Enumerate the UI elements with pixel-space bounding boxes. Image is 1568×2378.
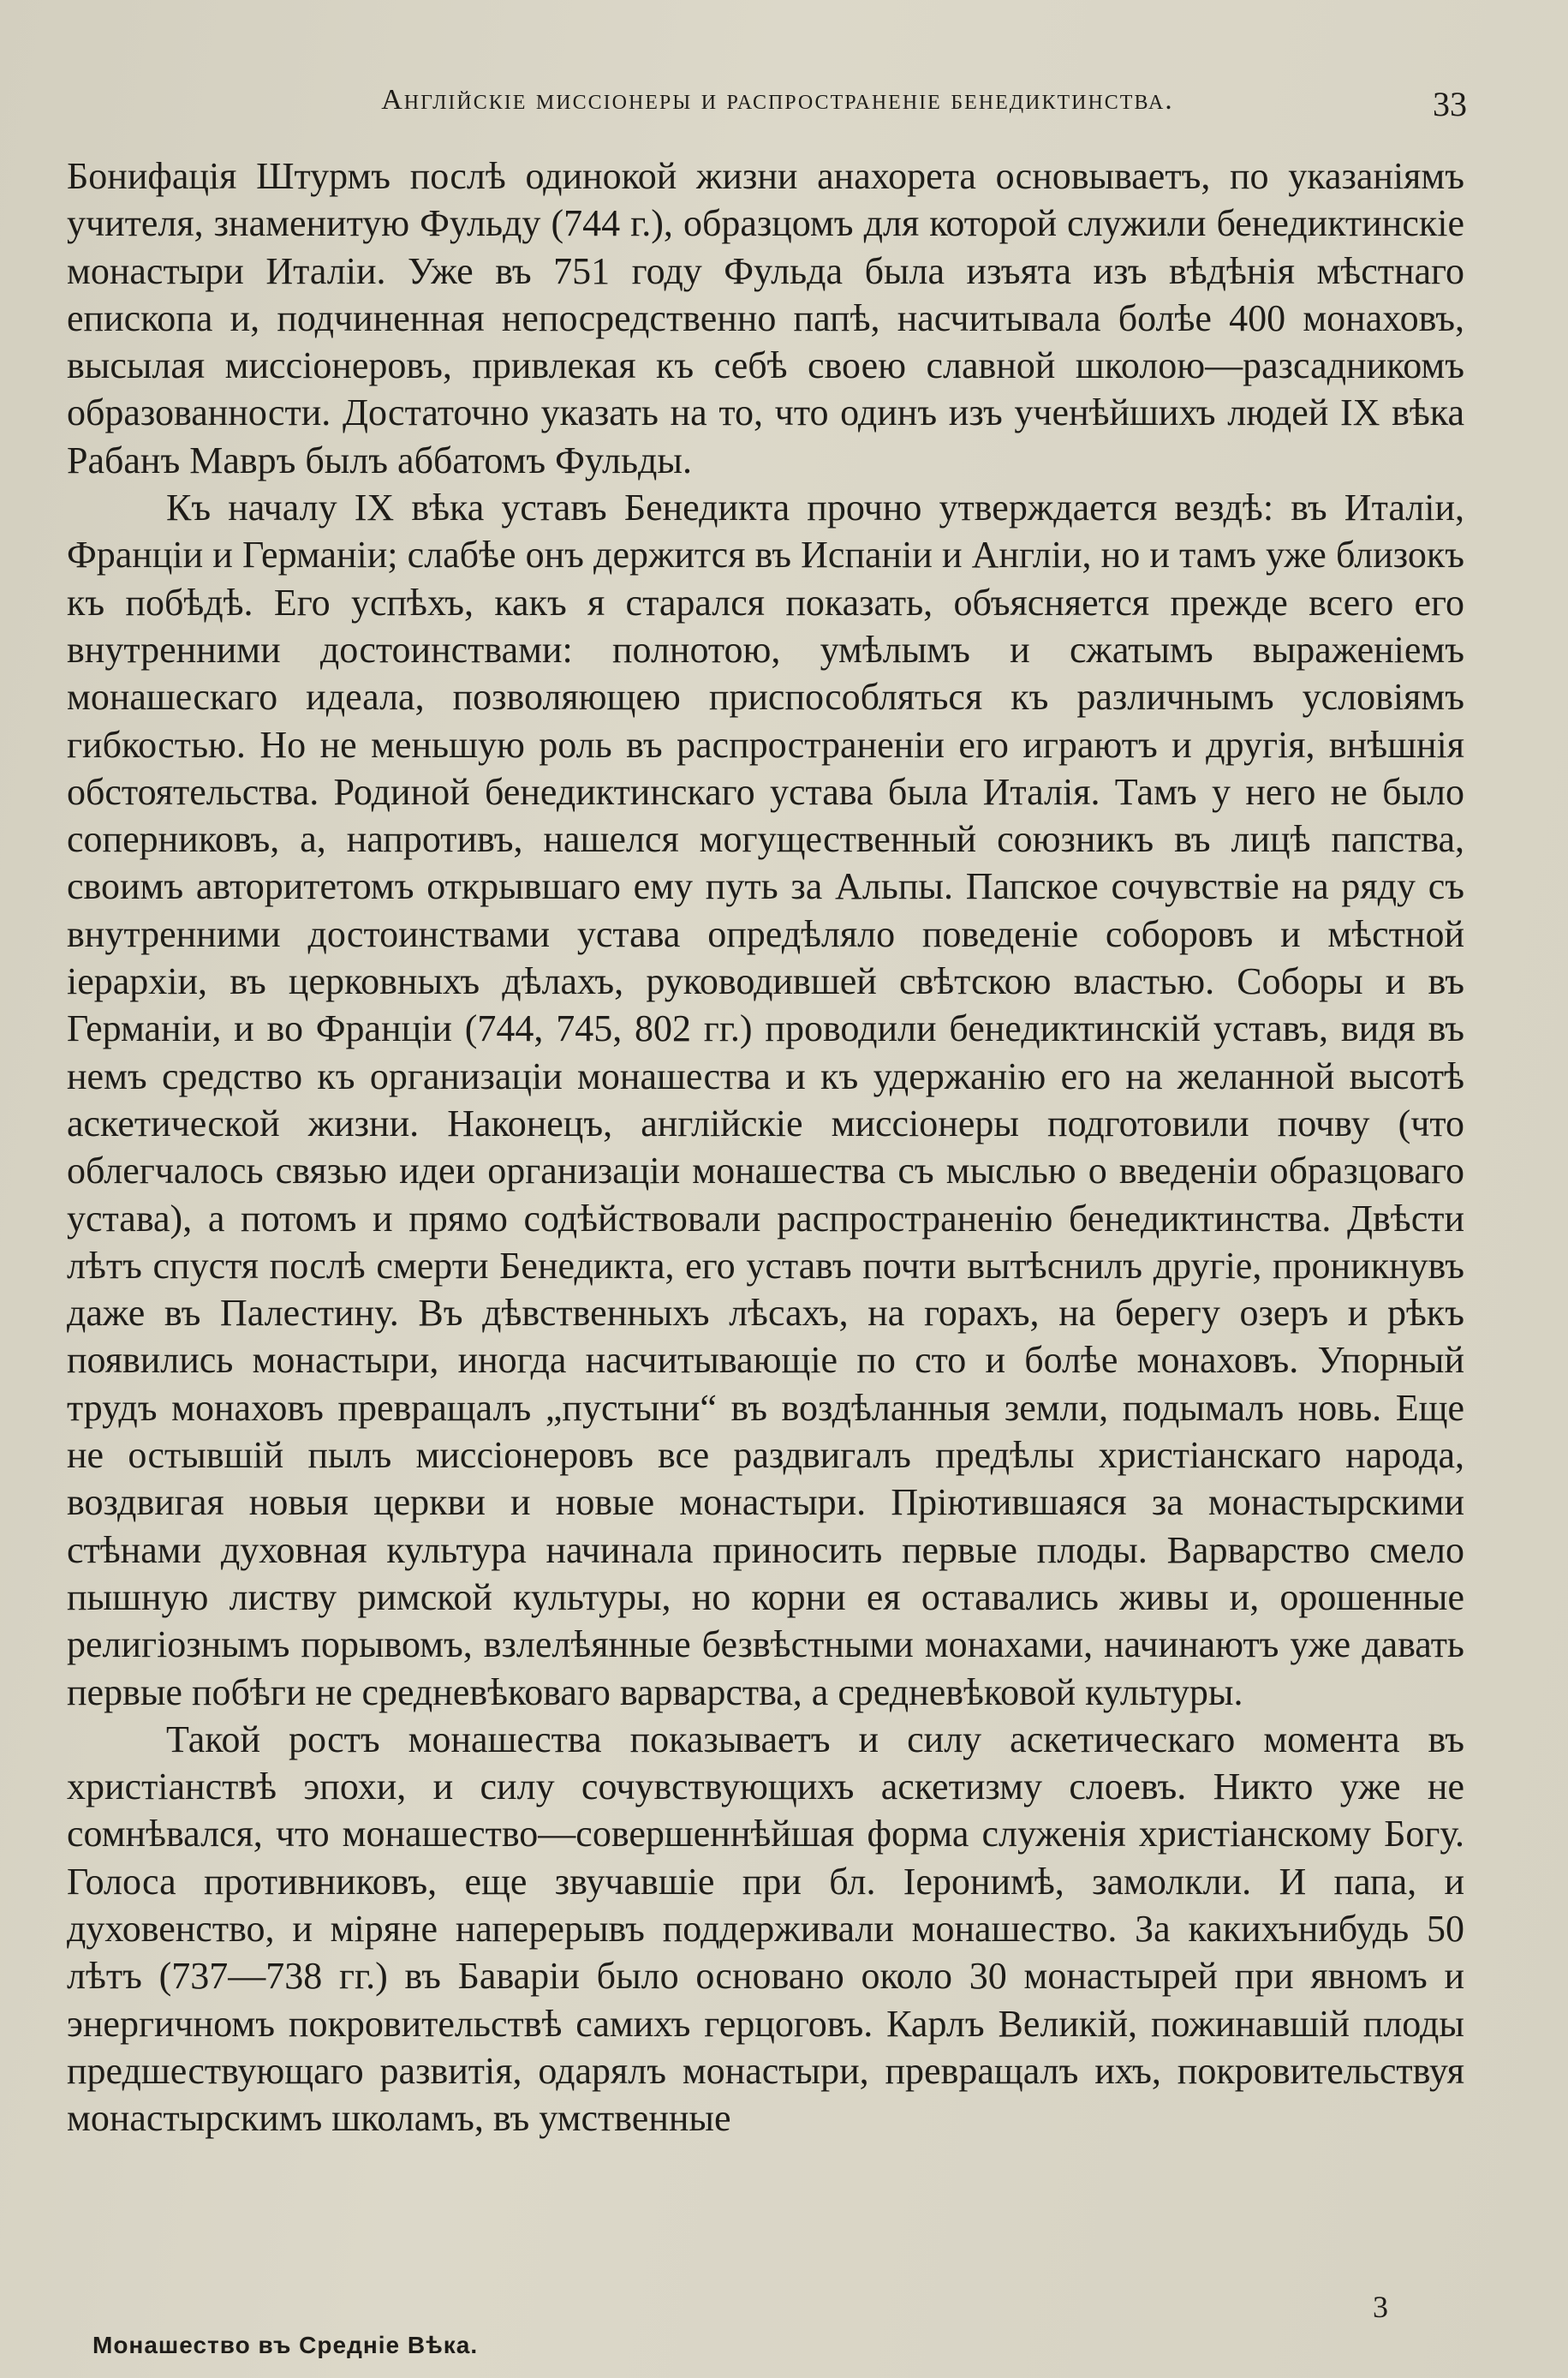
footer-book-title: Монашество въ Средніе Вѣка. <box>92 2332 479 2358</box>
paragraph-2: Къ началу IX вѣка уставъ Бенедикта прочно утверждается вездѣ: въ Италiи, Францiи и Германiи; слабѣе онъ держится въ Испанiи и Англiи, но и тамъ уже близокъ къ побѣдѣ. Его успѣхъ, какъ я старался показать, объясняется прежде всего его внутренними достоинствами: полнотою, умѣлымъ и сжатымъ выраженiемъ монашескаго идеала, позволяющею приспособляться къ различнымъ условiямъ гибкостью. Но не меньшую роль въ распространенiи его играютъ и другiя, внѣшнiя обстоятельства. Родиной бенедиктинскаго устава была Италiя. Тамъ у него не было соперниковъ, а, напротивъ, нашелся могущественный союзникъ въ лицѣ папства, своимъ авторитетомъ открывшаго ему путь за Альпы. Папское сочувствiе на ряду съ внутренними достоинствами устава опредѣляло поведенiе соборовъ и мѣстной iерархiи, въ церковныхъ дѣлахъ, руководившей свѣтскою властью. Соборы и въ Германiи, и во Францiи (744, 745, 802 гг.) проводили бенедиктинскiй уставъ, видя въ немъ средство къ организацiи монашества и къ удержанiю его на желанной высотѣ аскетической жизни. Наконецъ, англiйскiе миссiонеры подготовили почву (что облегчалось связью идеи организацiи монашества съ мыслью о введенiи образцоваго устава), а потомъ и прямо содѣйствовали распространенiю бенедиктинства. Двѣсти лѣтъ спустя послѣ смерти Бенедикта, его уставъ почти вытѣснилъ другiе, проникнувъ даже въ Палестину. Въ дѣвственныхъ лѣсахъ, на горахъ, на берегу озеръ и рѣкъ появились монастыри, иногда насчитывающiе по сто и болѣе монаховъ. Упорный трудъ монаховъ превращалъ „пустыни“ въ воздѣланныя земли, подымалъ новь. Еще не остывшiй пылъ миссiонеровъ все раздвигалъ предѣлы христiанскаго народа, воздвигая новыя церкви и новые монастыри. Прiютившаяся за монастырскими стѣнами духовная культура начинала приносить первые плоды. Варварство смело пышную листву римской культуры, но корни ея оставались живы и, орошенные религiознымъ порывомъ, взлелѣянные безвѣстными монахами, начинаютъ уже давать первые побѣги не средневѣковаго варварства, а средневѣковой культуры. <box>67 487 1464 1713</box>
page-number: 33 <box>1433 85 1467 123</box>
paragraph-1: Бонифацiя Штурмъ послѣ одинокой жизни анахорета основываетъ, по указанiямъ учителя, знаменитую Фульду (744 г.), образцомъ для которой служили бенедиктинскiе монастыри Италiи. Уже въ 751 году Фульда была изъята изъ вѣдѣнiя мѣстнаго епископа и, подчиненная непосредственно папѣ, насчитывала болѣе 400 монаховъ, высылая миссiонеровъ, привлекая къ себѣ своею славной школою—разсадникомъ образованности. Достаточно указать на то, что одинъ изъ ученѣйшихъ людей IX вѣка Рабанъ Мавръ былъ аббатомъ Фульды. <box>67 155 1464 481</box>
paragraph-3: Такой ростъ монашества показываетъ и силу аскетическаго момента въ христiанствѣ эпохи, и силу сочувствующихъ аскетизму слоевъ. Никто уже не сомнѣвался, что монашество—совершеннѣйшая форма служенiя христiанскому Богу. Голоса противниковъ, еще звучавшiе при бл. Iеронимѣ, замолкли. И папа, и духовенство, и мiряне наперерывъ поддерживали монашество. За какихънибудь 50 лѣтъ (737—738 гг.) въ Баварiи было основано около 30 монастырей при явномъ и энергичномъ покровительствѣ самихъ герцоговъ. Карлъ Великiй, пожинавшiй плоды предшествующаго развитiя, одарялъ монастыри, превращалъ ихъ, покровительствуя монастырскимъ школамъ, въ умственные <box>67 1718 1464 2140</box>
body-text <box>67 152 1464 2142</box>
running-title: Англійскіе миссіонеры и распространеніе бенедиктинства. <box>381 84 1174 116</box>
signature-mark: 3 <box>1373 2290 1388 2324</box>
